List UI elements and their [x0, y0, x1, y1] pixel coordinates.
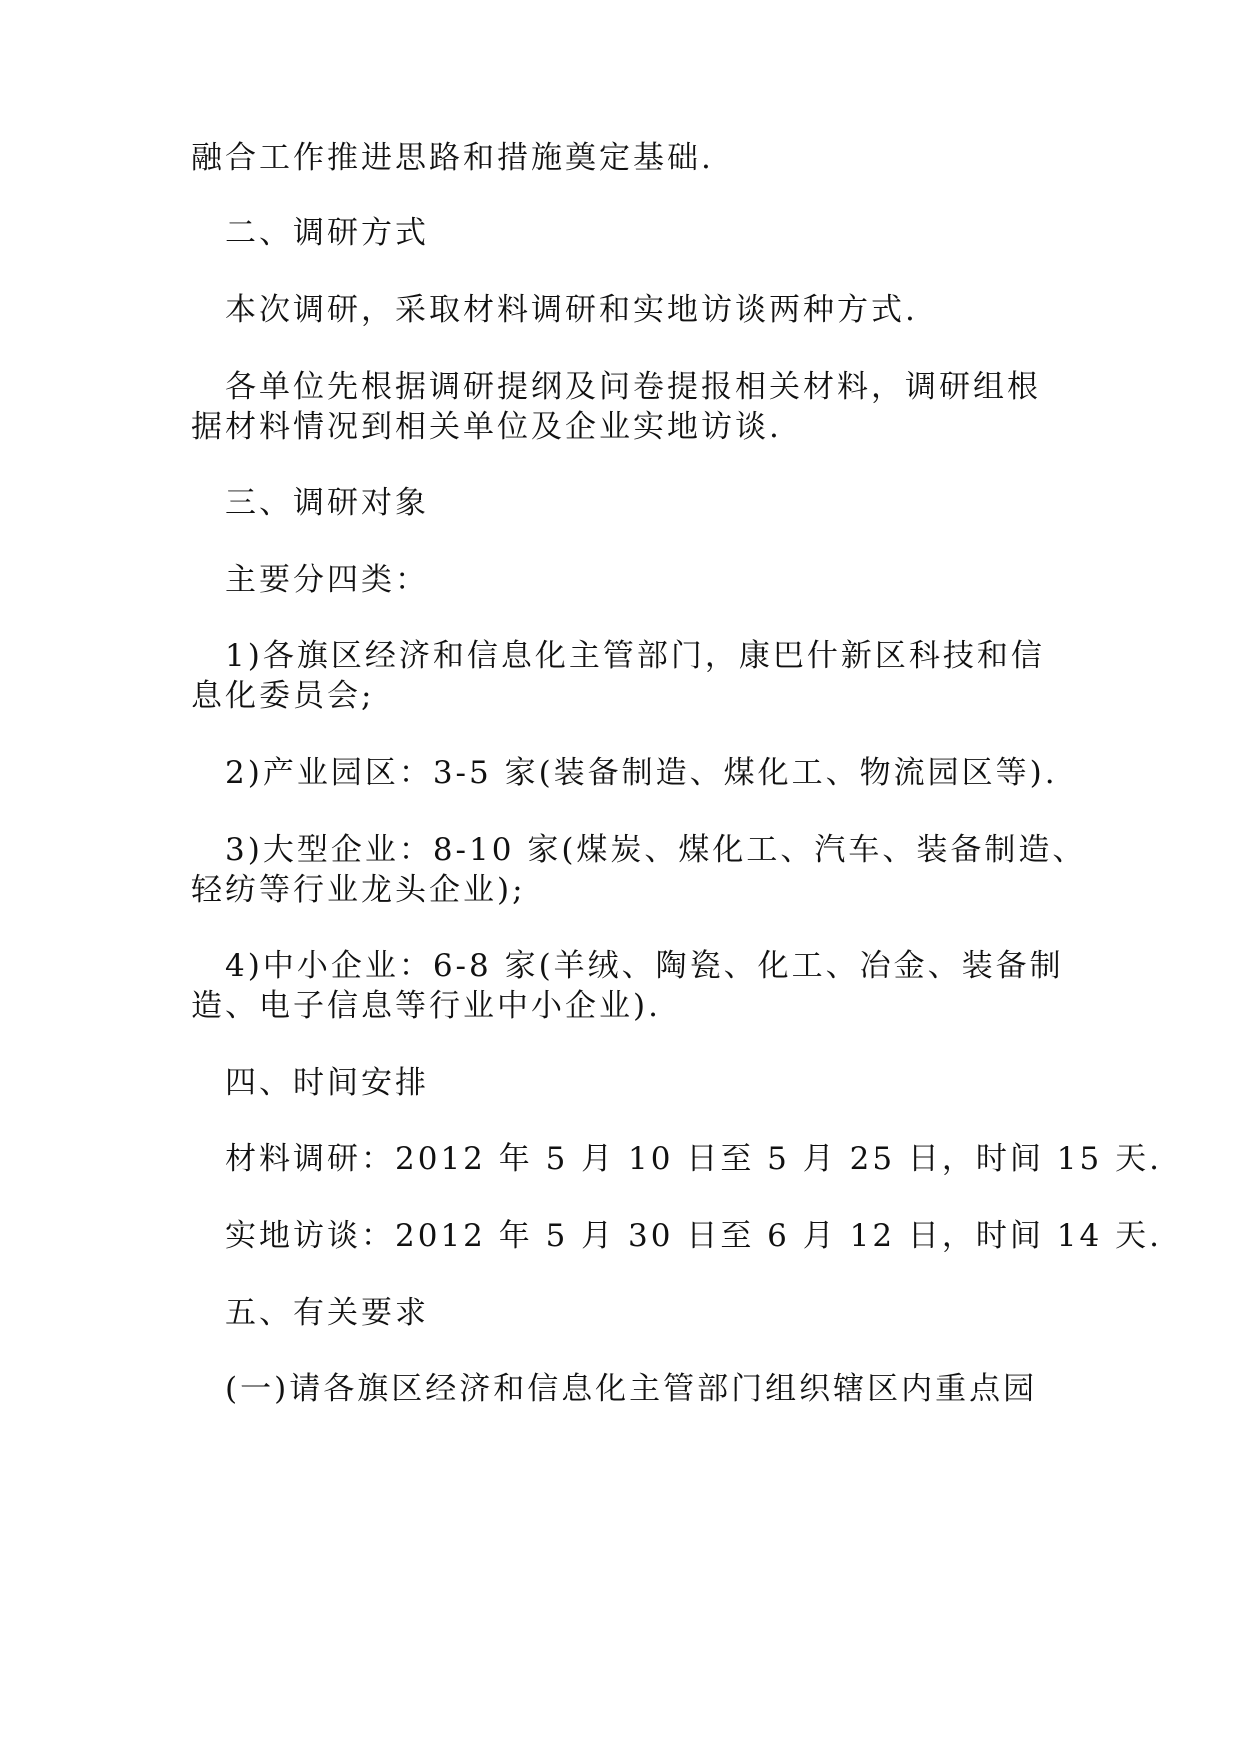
- method-paragraph: 本次调研，采取材料调研和实地访谈两种方式.: [225, 292, 918, 328]
- category-1-line-2: 息化委员会;: [191, 678, 375, 714]
- section-heading-4: 四、时间安排: [225, 1065, 429, 1101]
- units-paragraph-line-2: 据材料情况到相关单位及企业实地访谈.: [191, 409, 782, 445]
- category-3-line-2: 轻纺等行业龙头企业);: [191, 872, 526, 908]
- units-paragraph-line-1: 各单位先根据调研提纲及问卷提报相关材料，调研组根: [225, 369, 1041, 405]
- category-4-line-2: 造、电子信息等行业中小企业).: [191, 988, 661, 1024]
- category-2: 2)产业园区：3-5 家(装备制造、煤化工、物流园区等).: [225, 755, 1058, 791]
- category-1-line-1: 1)各旗区经济和信息化主管部门，康巴什新区科技和信: [225, 638, 1045, 674]
- category-intro: 主要分四类：: [225, 562, 429, 598]
- category-4-line-1: 4)中小企业：6-8 家(羊绒、陶瓷、化工、冶金、装备制: [225, 948, 1064, 984]
- requirement-1-line-1: (一)请各旗区经济和信息化主管部门组织辖区内重点园: [225, 1371, 1038, 1407]
- category-3-line-1: 3)大型企业：8-10 家(煤炭、煤化工、汽车、装备制造、: [225, 832, 1087, 868]
- schedule-site-interviews: 实地访谈：2012 年 5 月 30 日至 6 月 12 日，时间 14 天.: [225, 1218, 1162, 1254]
- section-heading-2: 二、调研方式: [225, 215, 429, 251]
- schedule-material-research: 材料调研：2012 年 5 月 10 日至 5 月 25 日，时间 15 天.: [225, 1141, 1162, 1177]
- section-heading-3: 三、调研对象: [225, 485, 429, 521]
- paragraph-continuation: 融合工作推进思路和措施奠定基础.: [191, 140, 714, 176]
- section-heading-5: 五、有关要求: [225, 1295, 429, 1331]
